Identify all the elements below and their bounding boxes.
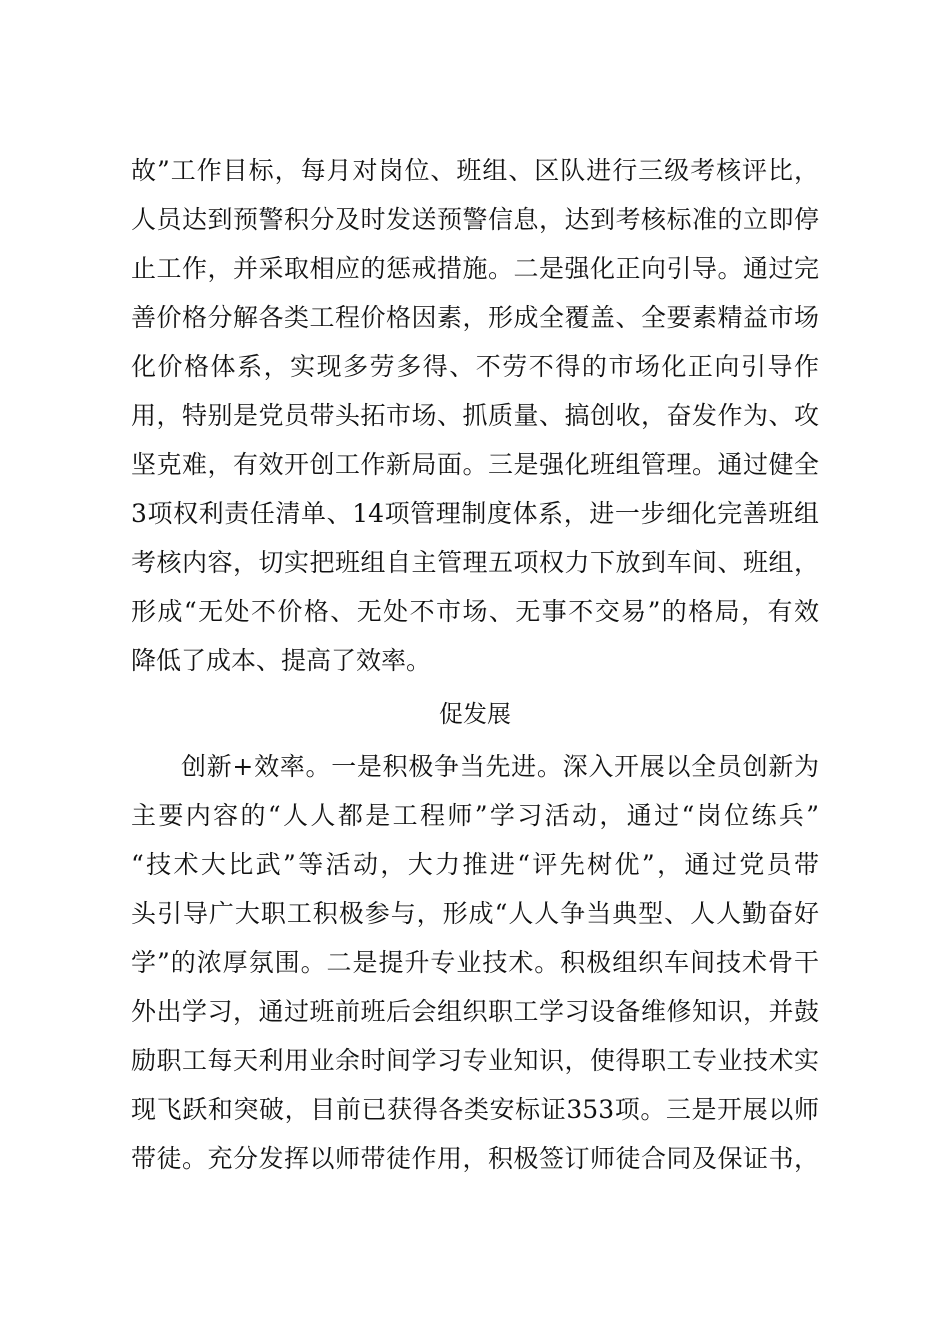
paragraph-line: 人员达到预警积分及时发送预警信息，达到考核标准的立即停 (131, 205, 819, 234)
paragraph-line: 降低了成本、提高了效率。 (131, 646, 432, 675)
paragraph-line: 用，特别是党员带头拓市场、抓质量、搞创收，奋发作为、攻 (131, 401, 819, 430)
paragraph-line: 化价格体系，实现多劳多得、不劳不得的市场化正向引导作 (131, 352, 819, 381)
paragraph-line: 励职工每天利用业余时间学习专业知识，使得职工专业技术实 (131, 1046, 819, 1075)
paragraph-line: 故”工作目标，每月对岗位、班组、区队进行三级考核评比， (131, 156, 819, 185)
paragraph-line: 现飞跃和突破，目前已获得各类安标证353项。三是开展以师 (131, 1095, 819, 1124)
paragraph-line: 带徒。充分发挥以师带徒作用，积极签订师徒合同及保证书， (131, 1144, 819, 1173)
paragraph-line: 善价格分解各类工程价格因素，形成全覆盖、全要素精益市场 (131, 303, 819, 332)
paragraph-line: 形成“无处不价格、无处不市场、无事不交易”的格局，有效 (131, 597, 819, 626)
paragraph-line: “技术大比武”等活动，大力推进“评先树优”，通过党员带 (131, 850, 819, 879)
paragraph-line: 3项权利责任清单、14项管理制度体系，进一步细化完善班组 (131, 499, 819, 528)
paragraph-line: 外出学习，通过班前班后会组织职工学习设备维修知识，并鼓 (131, 997, 819, 1026)
paragraph-line: 主要内容的“人人都是工程师”学习活动，通过“岗位练兵” (131, 801, 819, 830)
paragraph-line: 头引导广大职工积极参与，形成“人人争当典型、人人勤奋好 (131, 899, 819, 928)
paragraph-line: 创新+效率。一是积极争当先进。深入开展以全员创新为 (181, 752, 819, 781)
paragraph-line: 坚克难，有效开创工作新局面。三是强化班组管理。通过健全 (131, 450, 819, 479)
section-heading: 促发展 (439, 700, 511, 728)
paragraph-line: 学”的浓厚氛围。二是提升专业技术。积极组织车间技术骨干 (131, 948, 819, 977)
paragraph-line: 考核内容，切实把班组自主管理五项权力下放到车间、班组， (131, 548, 819, 577)
paragraph-line: 止工作，并采取相应的惩戒措施。二是强化正向引导。通过完 (131, 254, 819, 283)
